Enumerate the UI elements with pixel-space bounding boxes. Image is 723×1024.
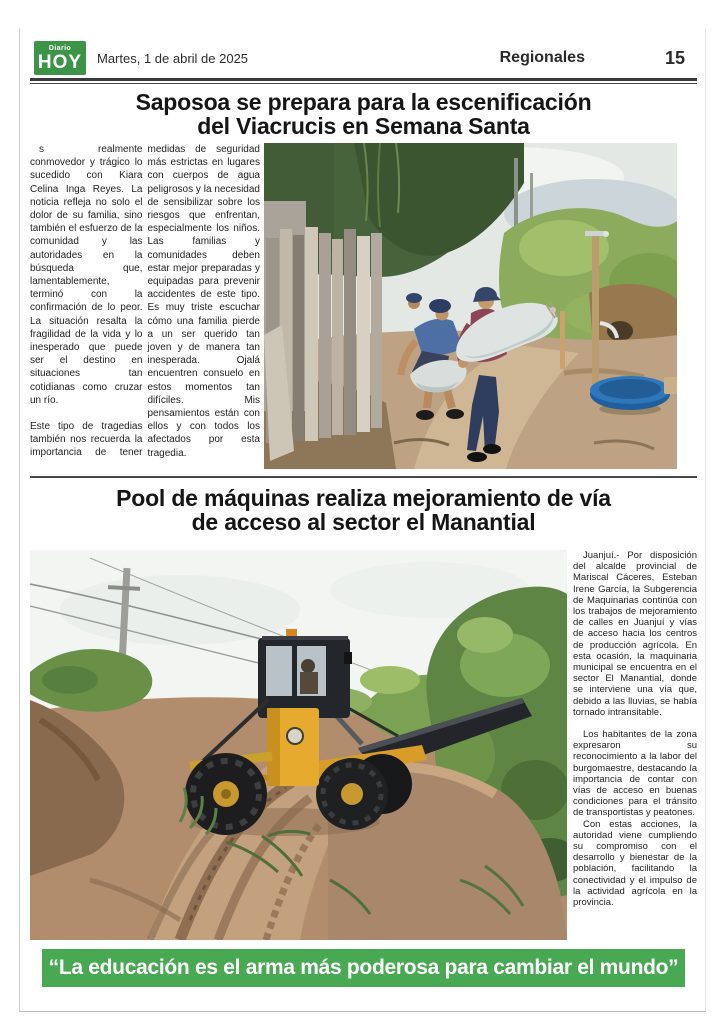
diario-hoy-logo — [34, 41, 86, 75]
footer-quote-banner — [42, 949, 685, 987]
page-edge-bottom — [19, 1011, 706, 1012]
article2-headline — [30, 486, 697, 534]
article1-headline — [30, 90, 697, 138]
article2-photo — [30, 550, 567, 940]
article2-paragraph-2: Los habitantes de la zona expresaron su reconocimiento a la labor del burgomaestre, destacando la importancia de contar con vías de acceso en buenas condiciones para el tránsito de transportistas y peatones. — [573, 729, 697, 819]
edition-date: Martes, 1 de abril de 2025 — [97, 50, 249, 66]
article1-text-columns — [30, 143, 260, 469]
logo-top-text: Diario — [48, 44, 72, 52]
page-number: 15 — [664, 47, 685, 68]
page-edge-left — [19, 28, 20, 1012]
rescue-scene-illustration — [264, 143, 677, 469]
masthead-rule-thin — [30, 83, 697, 84]
article1-paragraph-1: s realmente conmovedor y trágico lo sucedido con Kiara Celina Inga Reyes. La noticia refleja no solo el dolor de su familia, sino también el esfuerzo de la comunidad y las autoridades en la búsqueda que, lamentablemente, terminó con la confirmación de lo peor. La situación resalta la fragilidad de la vida y lo inesperado que puede ser el destino en situaciones tan cotidianas como cruzar un río. — [30, 144, 143, 406]
masthead-rule — [30, 78, 697, 84]
article1-paragraph-2: Este tipo de tragedias también nos recuerda la importancia de tener medidas de seguridad más estrictas en lugares con cuerpos de agua peligrosos y la necesidad de sensibilizar sobre los riesgos que enfrentan, especialmente los niños. Las familias y comunidades deben estar mejor preparadas y equipadas para prevenir accidentes de este tipo. Es muy triste escuchar cómo una familia pierde a un ser querido tan joven y de manera tan inesperada. Ojalá encuentren consuelo en estos momentos tan difíciles. Mis pensamientos están con ellos y con todos los afectados por esta tragedia. — [30, 144, 260, 459]
article1-headline-line2: del Viacrucis en Semana Santa — [197, 113, 530, 139]
masthead — [30, 40, 697, 76]
article2-body — [30, 550, 697, 940]
grader-scene-illustration — [30, 550, 567, 940]
article2-headline-line1: Pool de máquinas realiza mejoramiento de vía — [116, 485, 611, 511]
articles-divider-rule — [30, 476, 697, 478]
section-title: Regionales — [499, 49, 585, 66]
logo-main-text: HOY — [37, 51, 83, 73]
article2-text-column — [573, 550, 697, 940]
article2-paragraph-1: Juanjuí.- Por disposición del alcalde provincial de Mariscal Cáceres, Esteban Irene García, la Subgerencia de Maquinarias continúa con los trabajos de mejoramiento de calles en Juanjuí y vías de acceso hacia los centros de producción agrícola. En esta ocasión, la maquinaria municipal se encuentra en el sector El Manantial, donde se interviene una vía que, debido a las lluvias, se había tornado intransitable. — [573, 550, 697, 718]
article2-headline-line2: de acceso al sector el Manantial — [191, 509, 536, 535]
page-content — [30, 40, 697, 987]
article1-headline-line1: Saposoa se prepara para la escenificación — [135, 89, 592, 115]
masthead-rule-thick — [30, 78, 697, 81]
article2-paragraph-3: Con estas acciones, la autoridad viene cumpliendo su compromiso con el desarrollo y bienestar de la población, facilitando la conectividad y el impulso de la actividad agrícola en la provincia. — [573, 818, 697, 909]
page-edge-right — [705, 28, 706, 1012]
footer-quote-text: “La educación es el arma más poderosa para cambiar el mundo” — [48, 956, 679, 979]
article1-body — [30, 143, 697, 469]
article1-photo — [264, 143, 677, 469]
